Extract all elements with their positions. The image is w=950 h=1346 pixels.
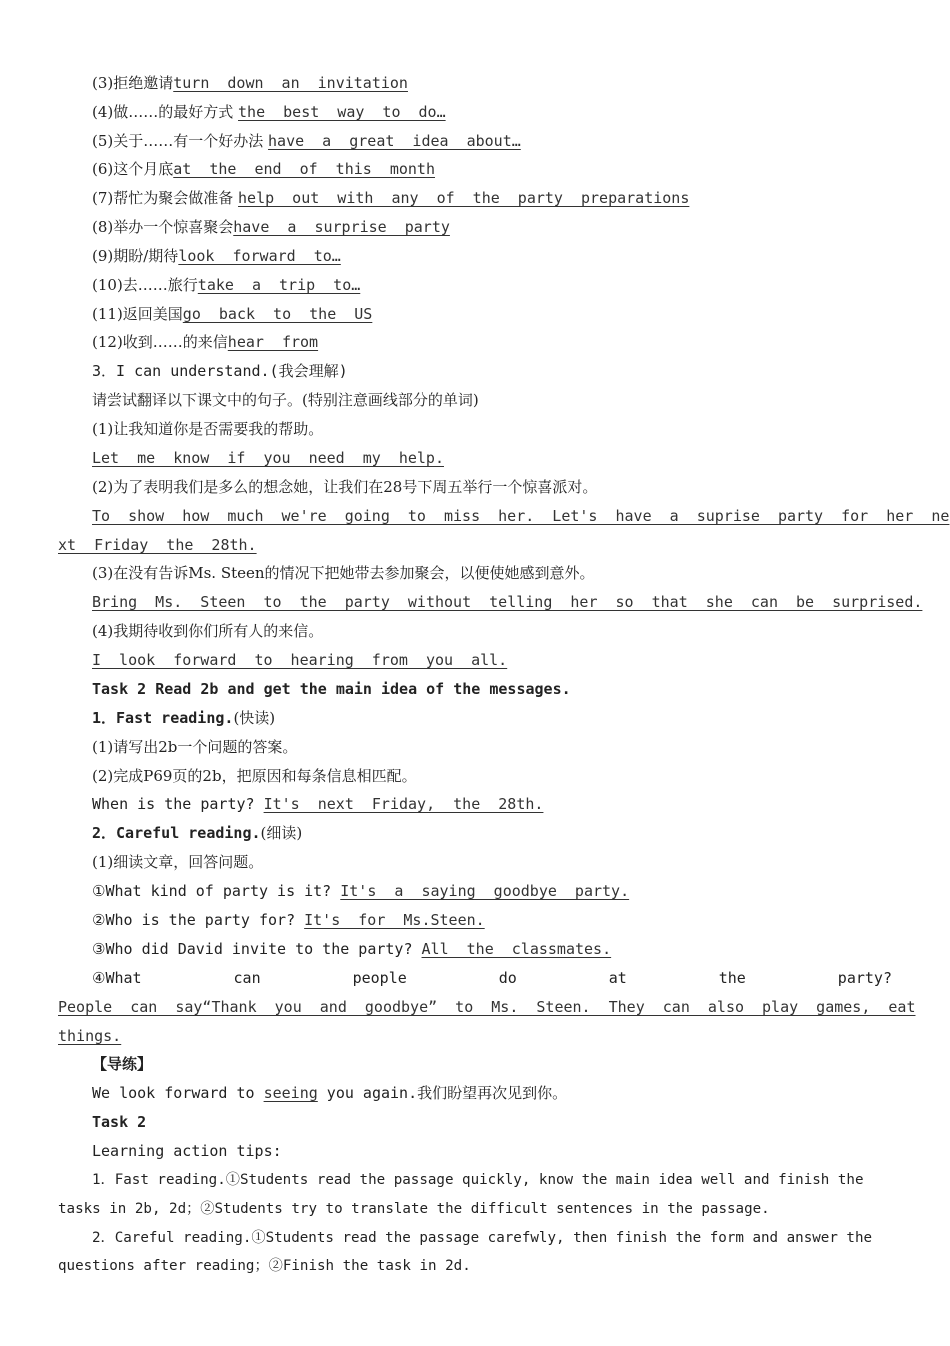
phrase-answer: the best way to do…	[238, 103, 446, 121]
task2-heading: Task 2 Read 2b and get the main idea of the messages.	[92, 680, 571, 698]
sentence-2-answer-cont	[58, 534, 892, 563]
question-word: people	[352, 969, 407, 987]
question-4	[92, 967, 892, 996]
phrase-answer: have a surprise party	[233, 218, 450, 236]
tip-2-cont: questions after reading；②Finish the task in 2d.	[58, 1258, 471, 1274]
answer-text: All the classmates.	[421, 940, 612, 958]
answer-text: To show how much we're going to miss her. Let's have a suprise party for her ne	[92, 507, 950, 525]
answer-text: Bring Ms. Steen to the party without telling her so that she can be surprised.	[92, 593, 923, 611]
question-text: ②Who is the party for?	[92, 911, 305, 929]
fast-reading-item-1: (1)请写出2b一个问题的答案。	[92, 738, 298, 756]
phrase-12	[92, 331, 892, 360]
phrase-prompt: (6)这个月底	[92, 160, 174, 178]
sentence-3-chinese: (3)在没有告诉Ms. Steen的情况下把她带去参加聚会，以便使她感到意外。	[92, 564, 595, 582]
answer-text: I look forward to hearing from you all.	[92, 651, 508, 669]
fast-reading-heading	[92, 707, 892, 736]
guide-task-heading: Task 2	[92, 1113, 147, 1131]
phrase-prompt: (4)做……的最好方式	[92, 103, 234, 121]
sentence-4-answer	[92, 649, 892, 678]
phrase-answer: hear from	[227, 333, 319, 351]
phrase-7	[92, 187, 892, 216]
phrase-prompt: (7)帮忙为聚会做准备	[92, 189, 234, 207]
question-text: ③Who did David invite to the party?	[92, 940, 422, 958]
guide-sentence	[92, 1082, 892, 1111]
question-word: the	[718, 969, 746, 987]
question-1	[92, 880, 892, 909]
question-2	[92, 909, 892, 938]
question-word: do	[498, 969, 517, 987]
phrase-answer: look forward to…	[178, 247, 341, 265]
answer-text: It's a saying goodbye party.	[340, 882, 630, 900]
phrase-answer: help out with any of the party preparations	[238, 189, 690, 207]
question-3	[92, 938, 892, 967]
answer-4-cont	[58, 1025, 892, 1054]
careful-reading-label: 2．Careful reading.	[92, 824, 261, 842]
phrase-11	[92, 303, 892, 332]
sentence-text: you again.我们盼望再次见到你。	[317, 1084, 568, 1102]
sentence-text: We look forward to	[92, 1084, 264, 1102]
careful-reading-cn: (细读)	[260, 824, 303, 842]
answer-text: xt Friday the 28th.	[58, 536, 257, 554]
phrase-10	[92, 274, 892, 303]
sentence-2-answer	[92, 505, 950, 534]
fast-reading-item-2: (2)完成P69页的2b，把原因和每条信息相匹配。	[92, 767, 417, 785]
phrase-prompt: (8)举办一个惊喜聚会	[92, 218, 234, 236]
instruction-text: 请尝试翻译以下课文中的句子。(特别注意画线部分的单词)	[92, 391, 479, 409]
phrase-prompt: (9)期盼/期待	[92, 247, 179, 265]
careful-reading-heading	[92, 822, 892, 851]
fast-reading-label: 1．Fast reading.	[92, 709, 234, 727]
tip-1: 1．Fast reading.①Students read the passage quickly, know the main idea well and finish the	[92, 1172, 864, 1188]
phrase-prompt: (3)拒绝邀请	[92, 74, 174, 92]
phrase-8	[92, 216, 892, 245]
phrase-answer: take a trip to…	[197, 276, 361, 294]
answer-text: Let me know if you need my help.	[92, 449, 444, 467]
tip-2: 2．Careful reading.①Students read the passage carefwly, then finish the form and answer the	[92, 1230, 873, 1246]
phrase-answer: turn down an invitation	[173, 74, 408, 92]
phrase-answer: go back to the US	[182, 305, 373, 323]
section-heading-understand: 3．I can understand.(我会理解)	[92, 362, 348, 380]
phrase-3	[92, 72, 892, 101]
phrase-prompt: (11)返回美国	[92, 305, 183, 323]
answer-text: things.	[58, 1027, 122, 1045]
phrase-prompt: (5)关于……有一个好办法	[92, 132, 264, 150]
blank-answer: seeing	[263, 1084, 318, 1102]
sentence-2-chinese: (2)为了表明我们是多么的想念她，让我们在28号下周五举行一个惊喜派对。	[92, 478, 598, 496]
phrase-prompt: (10)去……旅行	[92, 276, 198, 294]
phrase-answer: have a great idea about…	[268, 132, 521, 150]
question-word: at	[608, 969, 627, 987]
sentence-4-chinese: (4)我期待收到你们所有人的来信。	[92, 622, 324, 640]
question-word: can	[233, 969, 261, 987]
answer-text: It's next Friday, the 28th.	[263, 795, 544, 813]
sentence-1-answer	[92, 447, 892, 476]
question-text: ①What kind of party is it?	[92, 882, 341, 900]
sentence-3-answer	[92, 591, 923, 620]
answer-text: It's for Ms.Steen.	[304, 911, 485, 929]
question-word: ④What	[92, 969, 142, 987]
question-when	[92, 793, 892, 822]
question-text: When is the party?	[92, 795, 264, 813]
phrase-prompt: (12)收到……的来信	[92, 333, 228, 351]
careful-reading-item-1: (1)细读文章，回答问题。	[92, 853, 264, 871]
tips-heading: Learning action tips:	[92, 1142, 282, 1160]
answer-text: People can say“Thank you and goodbye” to Ms. Steen. They can also play games, eat	[58, 998, 916, 1016]
phrase-6	[92, 158, 892, 187]
question-word: party?	[837, 969, 892, 987]
phrase-9	[92, 245, 892, 274]
guide-heading: 【导练】	[92, 1055, 153, 1073]
sentence-1-chinese: (1)让我知道你是否需要我的帮助。	[92, 420, 324, 438]
answer-4	[58, 996, 916, 1025]
tip-1-cont: tasks in 2b, 2d；②Students try to translate the difficult sentences in the passage.	[58, 1201, 770, 1217]
fast-reading-cn: (快读)	[233, 709, 276, 727]
phrase-5	[92, 130, 892, 159]
phrase-4	[92, 101, 892, 130]
phrase-answer: at the end of this month	[173, 160, 435, 178]
